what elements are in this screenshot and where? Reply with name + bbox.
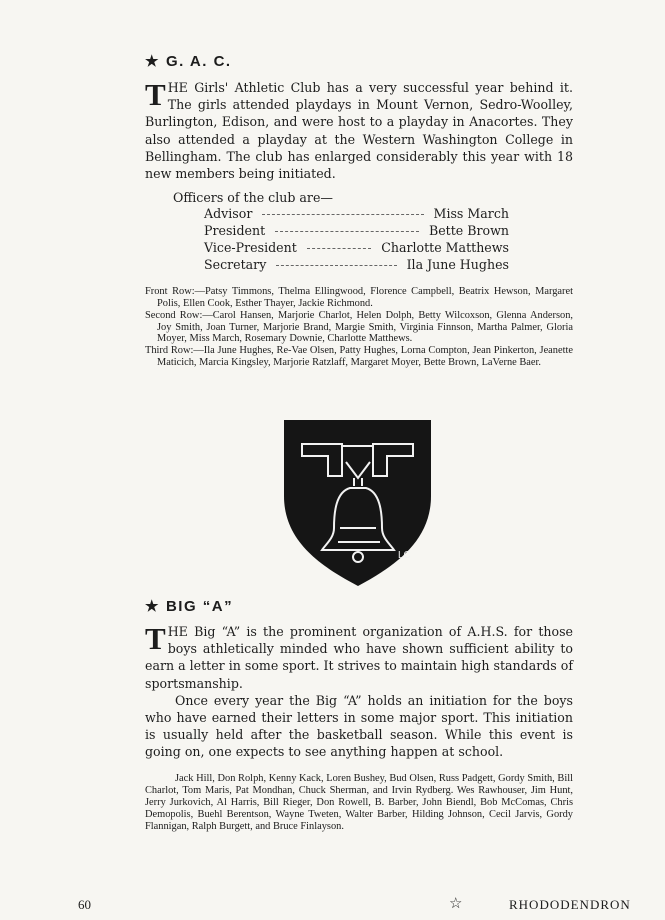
gac-paragraph: [145, 79, 573, 182]
star-icon: ★: [145, 598, 160, 615]
drop-cap: T: [145, 621, 166, 656]
gac-paragraph-text: HE Girls' Athletic Club has a very successful year behind it. The girls attended playdays in Mount Vernon, Sedro-Woolley, Burlington, Edison, and were host to a playday in Anacortes. They also attended a playday at the Western Washington College in Bellingham. The club has enlarged considerably this year with 18 new members being initiated.: [145, 80, 573, 182]
officer-name: Charlotte Matthews: [381, 240, 509, 256]
officer-role: Advisor: [204, 206, 253, 222]
big-a-paragraph-2: Once every year the Big “A” holds an initiation for the boys who have earned their letters in some major sport. This initiation is usually held after the basketball season. While this event is going on, one expects to see anything happen at school.: [145, 692, 573, 760]
officer-row: [204, 205, 509, 222]
officer-name: Bette Brown: [428, 223, 509, 239]
shield-bell-emblem: [280, 416, 435, 588]
officers-intro: Officers of the club are—: [173, 190, 333, 206]
officer-row: [204, 222, 509, 239]
big-a-section: [145, 597, 573, 833]
officer-row: [204, 256, 509, 273]
officer-name: Miss March: [433, 206, 509, 222]
publication-name: RHODODENDRON: [509, 897, 631, 912]
big-a-title: BIG “A”: [165, 597, 234, 615]
leader-dots: [275, 231, 419, 232]
big-a-paragraph-1: [145, 623, 573, 692]
leader-dots: [307, 248, 371, 249]
big-a-members: Jack Hill, Don Rolph, Kenny Kack, Loren Bushey, Bud Olsen, Russ Padgett, Gordy Smith, Bill Charlot, Tom Maris, Pat Mondhan, Chuck Sherman, and Irvin Rydberg. Wes Rawhouser, Jim Hunt, Jerry Jurkovich, Al Harris, Bill Rieger, Don Rowell, B. Barber, John Biendl, Bob McComas, Chris Demopolis, Buehl Berentson, Wayne Tweten, Walter Barber, Hilding Johnson, Cecil Jarvis, Gordy Flannigan, Ralph Burgett, and Bruce Finlayson.: [145, 772, 573, 832]
photo-caption: [145, 286, 573, 369]
leader-dots: [276, 265, 396, 266]
officers-list: [145, 205, 573, 273]
artist-initials: LC: [398, 550, 411, 561]
leader-dots: [262, 214, 423, 215]
big-a-paragraph-1-text: HE Big “A” is the prominent organization of A.H.S. for those boys athletically minded who have shown sufficient ability to earn a letter in some sport. It strives to maintain high standards of sportsmanship.: [145, 624, 573, 691]
front-row-caption: Front Row:—Patsy Timmons, Thelma Ellingwood, Florence Campbell, Beatrix Hewson, Margaret Polis, Ellen Cook, Esther Thayer, Jackie Richmond.: [145, 286, 573, 310]
gac-title: G. A. C.: [165, 52, 232, 70]
officer-role: President: [204, 223, 266, 239]
officer-row: [204, 239, 509, 256]
gac-section: [145, 52, 573, 369]
big-a-heading: [145, 597, 573, 615]
second-row-caption: Second Row:—Carol Hansen, Marjorie Charlot, Helen Dolph, Betty Wilcoxson, Glenna Anderson, Joy Smith, Joan Turner, Marjorie Brand, Margie Smith, Virginia Finnson, Martha Palmer, Gloria Moyer, Miss March, Rosemary Downie, Charlotte Matthews.: [145, 309, 573, 345]
star-outline-icon: ☆: [449, 896, 463, 912]
page-number: 60: [78, 897, 91, 912]
drop-cap: T: [145, 77, 166, 112]
third-row-caption: Third Row:—Ila June Hughes, Re-Vae Olsen, Patty Hughes, Lorna Compton, Jean Pinkerton, Jeanette Maticich, Marcia Kingsley, Marjorie Ratzlaff, Margaret Moyer, Bette Brown, LaVerne Baer.: [145, 345, 573, 368]
officer-role: Secretary: [204, 257, 267, 273]
gac-heading: [145, 52, 573, 70]
star-icon: ★: [145, 53, 160, 70]
officer-name: Ila June Hughes: [406, 257, 509, 273]
officer-role: Vice-President: [204, 240, 297, 256]
